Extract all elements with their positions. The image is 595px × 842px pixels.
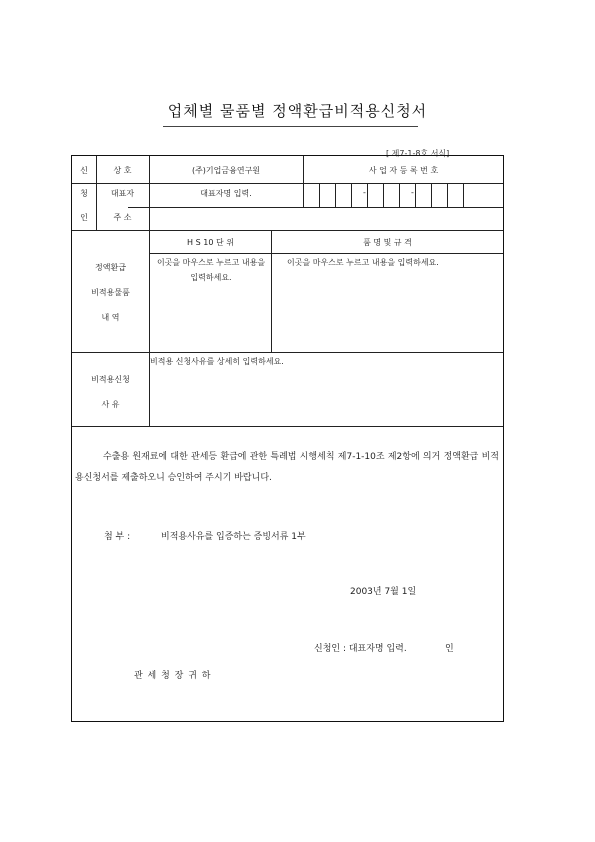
rule-items-bottom	[72, 352, 503, 353]
bizno-box-divider	[351, 183, 352, 207]
application-date: 2003년 7월 1일	[350, 587, 417, 597]
bizno-dash-1: -	[363, 188, 366, 197]
rule-reason-bottom	[72, 426, 503, 427]
bizno-box-divider	[431, 183, 432, 207]
rule-v-bizno	[303, 156, 304, 207]
applicant-signature-line: 신청인 : 대표자명 입력.	[314, 644, 407, 654]
bizno-box-divider	[415, 183, 416, 207]
items-label-3: 내 역	[101, 313, 120, 322]
attachment-label: 첨 부 :	[104, 532, 131, 542]
bizno-dash-2: -	[411, 188, 414, 197]
form-title: 업체별 물품별 정액환급비적용신청서	[167, 102, 428, 120]
attachment-text: 비적용사유를 입증하는 증빙서류 1부	[161, 532, 306, 542]
applicant-label-3: 인	[80, 213, 88, 222]
form-frame	[71, 155, 504, 722]
bizno-box-divider	[463, 183, 464, 207]
address-field[interactable]	[154, 212, 499, 226]
reason-label-1: 비적용신청	[91, 375, 130, 384]
reason-field[interactable]: 비적용 신청사유를 상세히 입력하세요.	[150, 357, 284, 366]
items-label-2: 비적용물품	[91, 288, 130, 297]
applicant-label-2: 청	[80, 189, 88, 198]
company-field[interactable]: (주)기업금융연구원	[191, 166, 261, 175]
bizno-box-divider	[447, 183, 448, 207]
bizno-box-divider	[399, 183, 400, 207]
representative-label: 대표자	[110, 189, 135, 198]
recipient-line: 관 세 청 장 귀 하	[134, 671, 212, 681]
bizno-box-divider	[319, 183, 320, 207]
seal-mark: 인	[445, 644, 454, 654]
business-no-label: 사 업 자 등 록 번 호	[368, 166, 439, 175]
items-label-1: 정액환급	[95, 263, 126, 272]
statement-text: 수출용 원재료에 대한 관세등 환급에 관한 특례법 시행세칙 제7-1-10조 제2항에 의거 정액환급 비적용신청서를 제출하오니 승인하여 주시기 바랍니다.	[75, 452, 499, 483]
rule-v-items	[271, 230, 272, 352]
rule-applicant-row1	[72, 183, 503, 184]
rule-items-header	[149, 253, 503, 254]
rule-applicant-row2	[128, 207, 503, 208]
applicant-label-1: 신	[80, 166, 88, 175]
hs-code-header: H S 10 단 위	[187, 238, 234, 247]
item-spec-field[interactable]: 이곳을 마우스로 누르고 내용을 입력하세요.	[287, 258, 439, 267]
hs-code-field[interactable]: 이곳을 마우스로 누르고 내용을 입력하세요.	[156, 258, 266, 282]
bizno-box-divider	[335, 183, 336, 207]
title-underline	[163, 126, 418, 127]
bizno-box-divider	[367, 183, 368, 207]
company-label: 상 호	[113, 166, 132, 175]
reason-label-2: 사 유	[101, 400, 120, 409]
bizno-box-divider	[383, 183, 384, 207]
rule-applicant-bottom	[72, 230, 503, 231]
form-number: [ 제7-1-8호 서식]	[386, 149, 450, 158]
item-spec-header: 품 명 및 규 격	[363, 238, 412, 247]
representative-field[interactable]: 대표자명 입력.	[200, 189, 252, 198]
address-label: 주 소	[113, 213, 132, 222]
